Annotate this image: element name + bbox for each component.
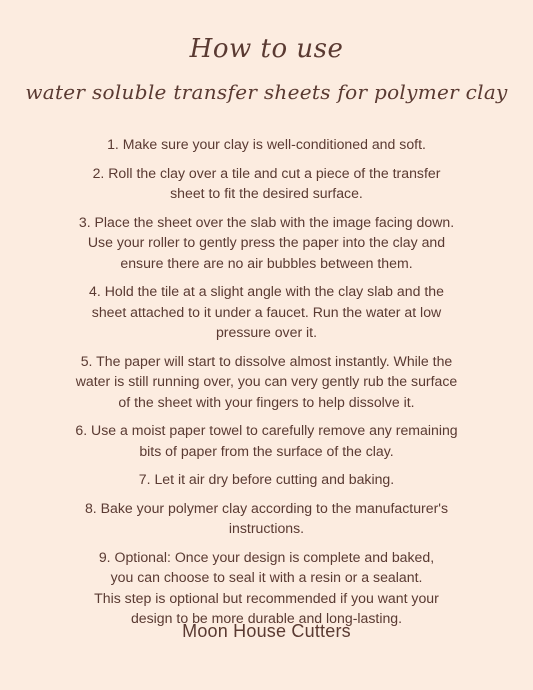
step-6: 6. Use a moist paper towel to carefully remove any remaining bits of paper from the surface of the clay. [75,422,458,459]
step-4: 4. Hold the tile at a slight angle with the clay slab and the sheet attached to it under a faucet. Run the water at low pressure over it. [89,283,444,340]
brand-footer: Moon House Cutters [182,621,351,641]
step-2: 2. Roll the clay over a tile and cut a piece of the transfer sheet to fit the desired surface. [92,164,441,201]
steps-list [40,134,493,637]
step-1: 1. Make sure your clay is well-conditioned and soft. [107,136,426,152]
step-9: 9. Optional: Once your design is complete and baked, you can choose to seal it with a resin or a sealant. This step is optional but recommended if you want your design to be more durable and long-lasting. [94,548,439,626]
step-7: 7. Let it air dry before cutting and baking. [138,471,395,487]
step-3: 3. Place the sheet over the slab with the image facing down. Use your roller to gently press the paper into the clay and ensure there are no air bubbles between them. [78,213,455,271]
title-heading: How to use [189,34,344,64]
title-subheading: water soluble transfer sheets for polymer clay [25,80,508,104]
step-5: 5. The paper will start to dissolve almost instantly. While the water is still running over, you can very gently rub the surface of the sheet with your fingers to help dissolve it. [75,352,458,410]
step-8: 8. Bake your polymer clay according to the manufacturer's instructions. [84,499,449,536]
